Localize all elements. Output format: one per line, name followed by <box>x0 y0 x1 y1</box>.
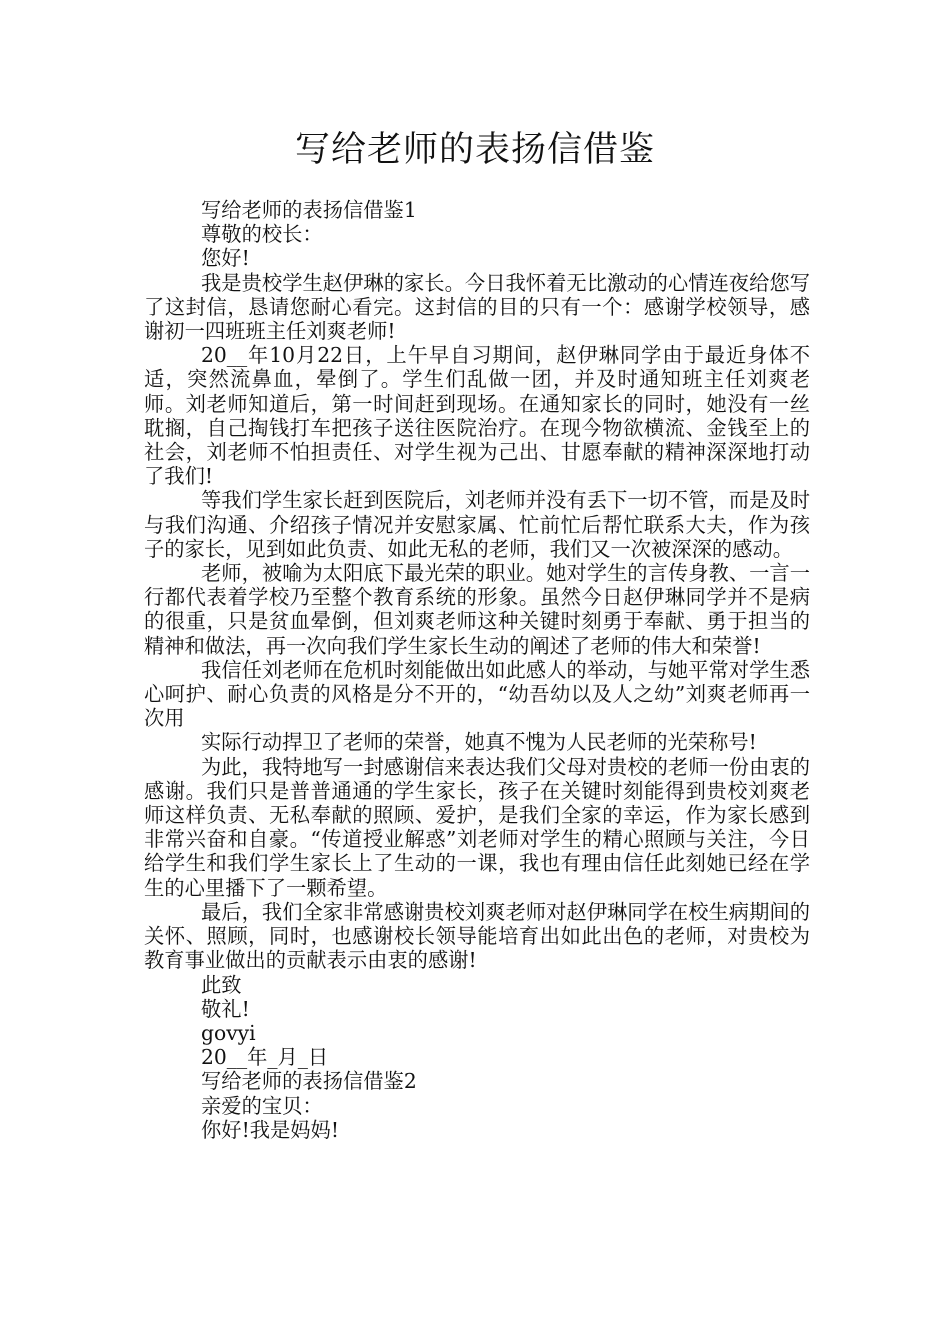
paragraph-gratitude: 为此，我特地写一封感谢信来表达我们父母对贵校的老师一份由衷的感谢。我们只是普普通通的学生家长，孩子在关键时刻能得到贵校刘爽老师这样负责、无私奉献的照顾、爱护，是我们全家的幸运，作为家长感到非常兴奋和自豪。“传道授业解惑”刘老师对学生的精心照顾与关注，今日给学生和我们学生家长上了生动的一课，我也有理由信任此刻她已经在学生的心里播下了一颗希望。 <box>144 754 810 900</box>
greeting: 您好! <box>201 246 250 271</box>
paragraph-incident: 20__年10月22日，上午早自习期间，赵伊琳同学由于最近身体不适，突然流鼻血，晕倒了。学生们乱做一团，并及时通知班主任刘爽老师。刘老师知道后，第一时间赶到现场。在通知家长的同时，她没有一丝耽搁，自己掏钱打车把孩子送往医院治疗。在现今物欲横流、金钱至上的社会，刘老师不怕担责任、对学生视为己出、甘愿奉献的精神深深地打动了我们! <box>144 343 810 489</box>
greeting-2: 你好!我是妈妈! <box>201 1117 339 1142</box>
closing-line-2: 敬礼! <box>201 996 250 1021</box>
section-heading-2: 写给老师的表扬信借鉴2 <box>201 1069 417 1094</box>
salutation: 尊敬的校长： <box>201 222 323 247</box>
closing-line-1: 此致 <box>201 972 242 997</box>
date-line: 20__年_月_日 <box>201 1045 329 1070</box>
paragraph-profession: 老师，被喻为太阳底下最光荣的职业。她对学生的言传身教、一言一行都代表着学校乃至整个教育系统的形象。虽然今日赵伊琳同学并不是病的很重，只是贫血晕倒，但刘爽老师这种关键时刻勇于奉献、勇于担当的精神和做法，再一次向我们学生家长生动的阐述了老师的伟大和荣誉! <box>144 561 810 658</box>
paragraph-trust: 我信任刘老师在危机时刻能做出如此感人的举动，与她平常对学生悉心呵护、耐心负责的风格是分不开的，“幼吾幼以及人之幼”刘爽老师再一次用 <box>144 657 810 731</box>
document-body <box>144 198 810 1142</box>
paragraph-intro: 我是贵校学生赵伊琳的家长。今日我怀着无比激动的心情连夜给您写了这封信，恳请您耐心看完。这封信的目的只有一个：感谢学校领导，感谢初一四班班主任刘爽老师! <box>144 270 810 344</box>
paragraph-closing: 最后，我们全家非常感谢贵校刘爽老师对赵伊琳同学在校生病期间的关怀、照顾，同时，也感谢校长领导能培育出如此出色的老师，对贵校为教育事业做出的贡献表示由衷的感谢! <box>144 899 810 973</box>
salutation-2: 亲爱的宝贝： <box>201 1093 323 1118</box>
document-title: 写给老师的表扬信借鉴 <box>294 130 655 170</box>
signature: govyi <box>201 1020 256 1045</box>
paragraph-honor: 实际行动捍卫了老师的荣誉，她真不愧为人民老师的光荣称号! <box>201 730 757 755</box>
section-heading-1: 写给老师的表扬信借鉴1 <box>201 198 417 222</box>
paragraph-hospital: 等我们学生家长赶到医院后，刘老师并没有丢下一切不管，而是及时与我们沟通、介绍孩子情况并安慰家属、忙前忙后帮忙联系大夫，作为孩子的家长，见到如此负责、如此无私的老师，我们又一次被深深的感动。 <box>144 488 810 561</box>
